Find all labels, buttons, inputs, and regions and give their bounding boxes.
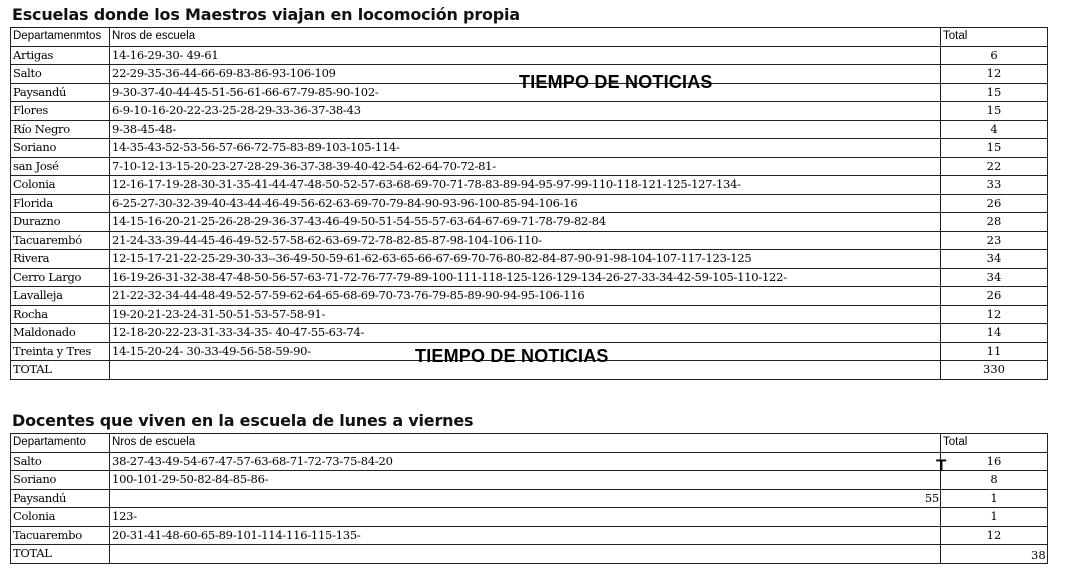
table-header-row: [11, 434, 1048, 453]
table-total-row: [11, 545, 1048, 564]
table-row: [11, 508, 1048, 527]
table-row: [11, 213, 1048, 232]
header-nros-escuela: Nros de escuela: [110, 28, 941, 47]
school-numbers-text: 100-101-29-50-82-84-85-86-: [112, 472, 269, 486]
table-row: [11, 120, 1048, 139]
total-cell: 12: [941, 65, 1048, 84]
table-row: [11, 139, 1048, 158]
watermark-fragment: T: [936, 456, 947, 475]
school-numbers-cell: 14-16-29-30- 49-61: [110, 46, 941, 65]
school-numbers-cell: [110, 452, 941, 471]
department-cell: Paysandú: [11, 83, 110, 102]
department-cell: Artigas: [11, 46, 110, 65]
department-cell: san José: [11, 157, 110, 176]
total-cell: 12: [941, 526, 1048, 545]
department-cell: Treinta y Tres: [11, 342, 110, 361]
total-cell: 23: [941, 231, 1048, 250]
table-row: [11, 526, 1048, 545]
school-numbers-cell: 22-29-35-36-44-66-69-83-86-93-106-109: [110, 65, 941, 84]
school-numbers-cell: 14-15-16-20-21-25-26-28-29-36-37-43-46-49-50-51-54-55-57-63-64-67-69-71-78-79-82-84: [110, 213, 941, 232]
table-row: [11, 250, 1048, 269]
school-numbers-cell: 9-30-37-40-44-45-51-56-61-66-67-79-85-90-102-: [110, 83, 941, 102]
department-cell: Lavalleja: [11, 287, 110, 306]
school-numbers-cell: 6-9-10-16-20-22-23-25-28-29-33-36-37-38-43: [110, 102, 941, 121]
watermark-text: TIEMPO DE NOTICIAS: [415, 346, 609, 366]
department-cell: Florida: [11, 194, 110, 213]
table-row: [11, 471, 1048, 490]
total-cell: 14: [941, 324, 1048, 343]
department-cell: Salto: [11, 452, 110, 471]
department-cell: Colonia: [11, 508, 110, 527]
total-cell: 26: [941, 287, 1048, 306]
school-numbers-cell: [110, 489, 941, 508]
school-number-note: 55: [924, 490, 939, 505]
table-row: [11, 46, 1048, 65]
watermark-text: TIEMPO DE NOTICIAS: [519, 72, 713, 92]
teachers-live-table: [10, 433, 1048, 564]
table2-total-value: 38: [1031, 548, 1046, 562]
department-cell: Colonia: [11, 176, 110, 195]
table-row: [11, 324, 1048, 343]
department-cell: Tacuarembo: [11, 526, 110, 545]
empty-cell: [110, 545, 941, 564]
department-cell: Rocha: [11, 305, 110, 324]
total-label-cell: TOTAL: [11, 545, 110, 564]
total-cell: 330: [941, 361, 1048, 380]
school-numbers-cell: [110, 526, 941, 545]
school-numbers-cell: 12-18-20-22-23-31-33-34-35- 40-47-55-63-74-: [110, 324, 941, 343]
total-cell: 4: [941, 120, 1048, 139]
table-row: [11, 305, 1048, 324]
department-cell: Salto: [11, 65, 110, 84]
total-cell: 34: [941, 250, 1048, 269]
total-cell: 12: [941, 305, 1048, 324]
department-cell: Río Negro: [11, 120, 110, 139]
school-numbers-cell: 16-19-26-31-32-38-47-48-50-56-57-63-71-72-76-77-79-89-100-111-118-125-126-129-134-26-27-33-34-42-59-105-110-122-: [110, 268, 941, 287]
total-cell: 11: [941, 342, 1048, 361]
department-cell: Paysandú: [11, 489, 110, 508]
table-row: [11, 231, 1048, 250]
header-departamentos: Departamenmtos: [11, 28, 110, 47]
school-numbers-cell: 6-25-27-30-32-39-40-43-44-46-49-56-62-63-69-70-79-84-90-93-96-100-85-94-106-16: [110, 194, 941, 213]
department-cell: Cerro Largo: [11, 268, 110, 287]
department-cell: Soriano: [11, 471, 110, 490]
school-numbers-text: 123-: [112, 509, 137, 523]
table-row: [11, 489, 1048, 508]
total-cell: 15: [941, 102, 1048, 121]
total-cell: 28: [941, 213, 1048, 232]
school-numbers-text: 38-27-43-49-54-67-47-57-63-68-71-72-73-75-84-20: [112, 453, 393, 468]
department-cell: Tacuarembó: [11, 231, 110, 250]
school-numbers-cell: 12-16-17-19-28-30-31-35-41-44-47-48-50-52-57-63-68-69-70-71-78-83-89-94-95-97-99-110-118-121-125-127-134-: [110, 176, 941, 195]
school-numbers-cell: 12-15-17-21-22-25-29-30-33--36-49-50-59-61-62-63-65-66-67-69-70-76-80-82-84-87-90-91-98-104-107-117-123-125: [110, 250, 941, 269]
table-row: [11, 194, 1048, 213]
total-cell: 22: [941, 157, 1048, 176]
total-cell: 16: [941, 452, 1048, 471]
total-cell: 1: [941, 489, 1048, 508]
header-total: Total: [941, 28, 1048, 47]
school-numbers-cell: 19-20-21-23-24-31-50-51-53-57-58-91-: [110, 305, 941, 324]
department-cell: TOTAL: [11, 361, 110, 380]
department-cell: Rivera: [11, 250, 110, 269]
total-cell: 8: [941, 471, 1048, 490]
school-numbers-cell: 9-38-45-48-: [110, 120, 941, 139]
total-cell: 15: [941, 139, 1048, 158]
table-row: [11, 452, 1048, 471]
total-cell: 26: [941, 194, 1048, 213]
department-cell: Soriano: [11, 139, 110, 158]
total-cell: 6: [941, 46, 1048, 65]
total-cell: 33: [941, 176, 1048, 195]
total-cell: 34: [941, 268, 1048, 287]
table-row: [11, 157, 1048, 176]
total-cell: 15: [941, 83, 1048, 102]
table-row: [11, 102, 1048, 121]
school-numbers-cell: 14-15-20-24- 30-33-49-56-58-59-90-: [110, 342, 941, 361]
school-numbers-cell: [110, 508, 941, 527]
total-cell: 1: [941, 508, 1048, 527]
school-numbers-cell: 21-24-33-39-44-45-46-49-52-57-58-62-63-69-72-78-82-85-87-98-104-106-110-: [110, 231, 941, 250]
school-numbers-cell: 14-35-43-52-53-56-57-66-72-75-83-89-103-105-114-: [110, 139, 941, 158]
header-nros-escuela: Nros de escuela: [110, 434, 941, 453]
department-cell: Maldonado: [11, 324, 110, 343]
table2-title: Docentes que viven en la escuela de lunes a viernes: [12, 411, 474, 430]
department-cell: Flores: [11, 102, 110, 121]
header-departamento: Departamento: [11, 434, 110, 453]
table-row: [11, 287, 1048, 306]
school-numbers-cell: [110, 471, 941, 490]
school-numbers-cell: 7-10-12-13-15-20-23-27-28-29-36-37-38-39-40-42-54-62-64-70-72-81-: [110, 157, 941, 176]
table-row: [11, 268, 1048, 287]
department-cell: Durazno: [11, 213, 110, 232]
school-numbers-cell: 21-22-32-34-44-48-49-52-57-59-62-64-65-68-69-70-73-76-79-85-89-90-94-95-106-116: [110, 287, 941, 306]
school-numbers-text: 20-31-41-48-60-65-89-101-114-116-115-135-: [112, 527, 361, 542]
table-row: [11, 176, 1048, 195]
header-total: Total: [941, 434, 1048, 453]
table1-title: Escuelas donde los Maestros viajan en locomoción propia: [12, 5, 520, 24]
table-header-row: [11, 28, 1048, 47]
